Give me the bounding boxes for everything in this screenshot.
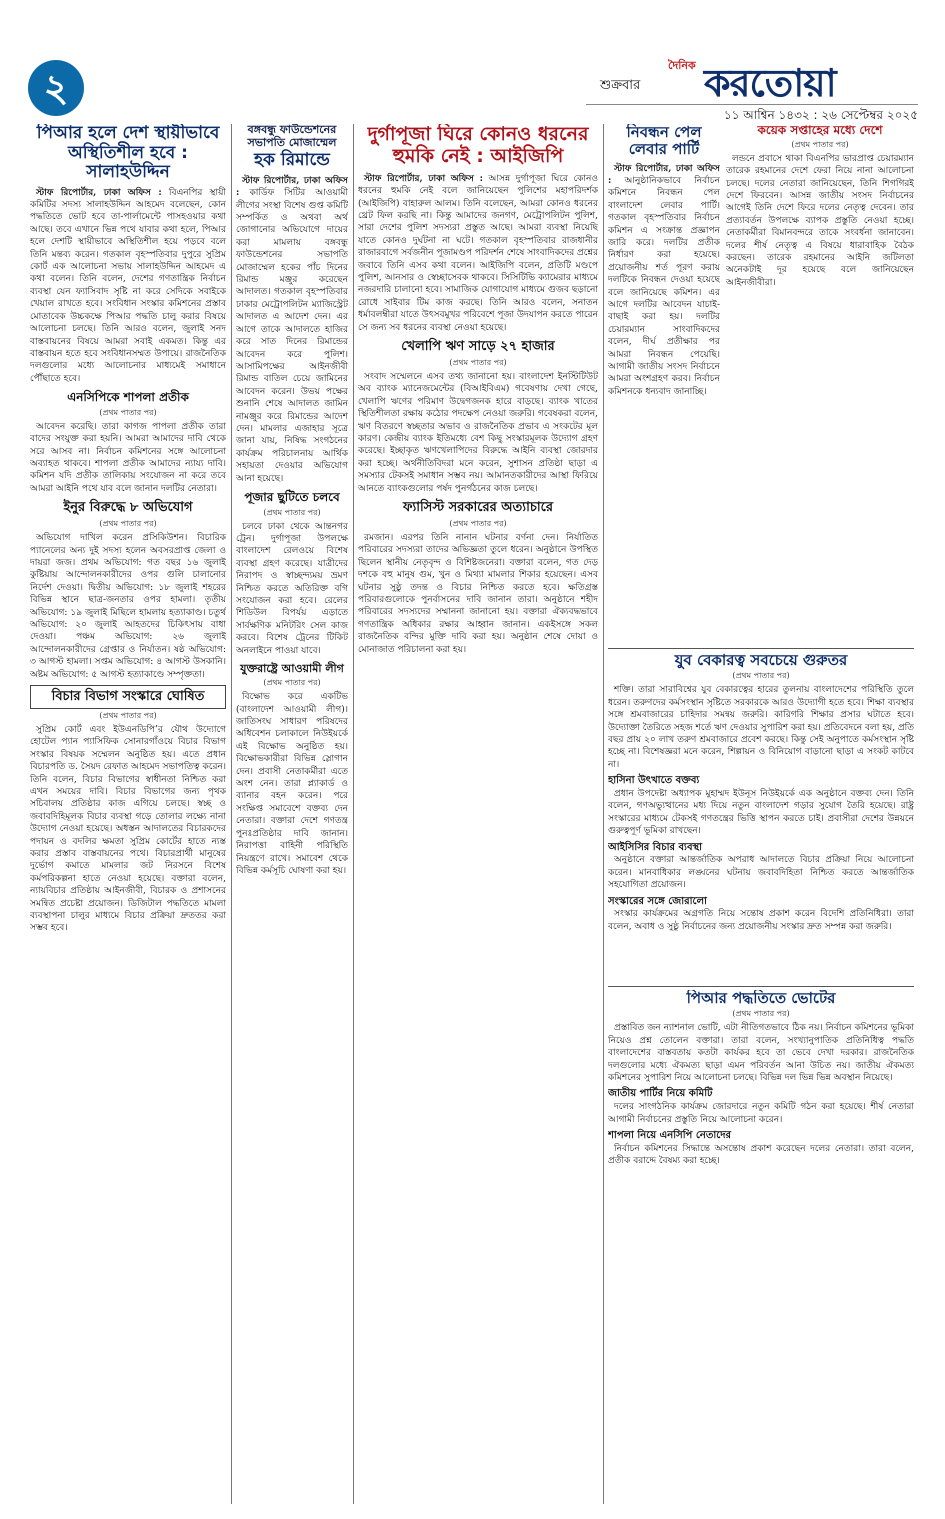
section-divider xyxy=(608,986,914,987)
column-divider xyxy=(353,124,354,1504)
article-body: সুপ্রিম কোর্ট এবং ইউএনডিপি’র যৌথ উদ্যোগে হোটেল প্যান প্যাসিফিক সোনারগাঁওয়ে বিচার বিভাগ সংস্কার বিষয়ক সম্মেলন অনুষ্ঠিত হয়। এতে প্রধান বিচারপতি ড. সৈয়দ রেফাত আহমেদ সভাপতিত্ব করেন। তিনি বলেন, বিচার বিভাগের স্বাধীনতা নিশ্চিত করা এখন সময়ের দাবি। বিচার বিভাগের জন্য পৃথক সচিবালয় প্রতিষ্ঠার কাজ এগিয়ে চলছে। স্বচ্ছ ও জবাবদিহিমূলক বিচার ব্যবস্থা গড়ে তোলার লক্ষ্যে নানা উদ্যোগ নেওয়া হয়েছে। অধস্তন আদালতের বিচারকদের পদায়ন ও বদলির ক্ষমতা সুপ্রিম কোর্টের হাতে ন্যস্ত করার প্রস্তাব বাস্তবায়নের পথে। বিচারপ্রার্থী মানুষের দুর্ভোগ কমাতে মামলার জট নিরসনে বিশেষ কর্মপরিকল্পনা হাতে নেওয়া হয়েছে। বক্তারা বলেন, ন্যায়বিচার প্রতিষ্ঠায় আইনজীবী, বিচারক ও প্রশাসনের সমন্বিত প্রচেষ্টা প্রয়োজন। ডিজিটাল পদ্ধতিতে মামলা ব্যবস্থাপনা চালুর মাধ্যমে বিচার প্রক্রিয়া দ্রুততর করা সম্ভব হবে। xyxy=(30,724,226,934)
byline: স্টাফ রিপোর্টার, ঢাকা অফিস : xyxy=(36,187,162,198)
story-tarique-return xyxy=(726,124,914,644)
logo-small-text: দৈনিক xyxy=(668,59,696,72)
column-divider xyxy=(231,124,232,1504)
story-youth-unemployment xyxy=(608,652,914,982)
subhead-inu-charges: ইনুর বিরুদ্ধে ৮ অভিযোগ xyxy=(63,500,193,516)
story-pr-vote xyxy=(608,990,914,1504)
page-number: ২ xyxy=(43,66,69,110)
continued-label: (প্রথম পাতার পর) xyxy=(732,1009,790,1019)
article-body: প্রধান উপদেষ্টা অধ্যাপক মুহাম্মদ ইউনূস নিউইয়র্কে এক অনুষ্ঠানে বক্তব্য দেন। তিনি বলেন, গণঅভ্যুত্থানের মধ্য দিয়ে নতুন বাংলাদেশ গড়ার সুযোগ তৈরি হয়েছে। রাষ্ট্র সংস্কারের মাধ্যমে টেকসই গণতন্ত্রের ভিত্তি স্থাপন করতে চাই। প্রবাসীরা দেশের উন্নয়নে গুরুত্বপূর্ণ ভূমিকা রাখছেন। xyxy=(608,788,914,837)
article-body: অনুষ্ঠানে বক্তারা আন্তর্জাতিক অপরাধ আদালতে বিচার প্রক্রিয়া নিয়ে আলোচনা করেন। মানবাধিকার লঙ্ঘনের ঘটনায় জবাবদিহিতা নিশ্চিত করতে আন্তর্জাতিক সহযোগিতা প্রয়োজন। xyxy=(608,855,914,891)
article-body: চলবে ঢাকা থেকে আন্তনগর ট্রেন। দুর্গাপূজা উপলক্ষে বাংলাদেশ রেলওয়ে বিশেষ ব্যবস্থা গ্রহণ করেছে। যাত্রীদের নিরাপদ ও স্বাচ্ছন্দ্যময় ভ্রমণ নিশ্চিত করতে অতিরিক্ত বগি সংযোজন করা হবে। রেলের শিডিউল বিপর্যয় এড়াতে সার্বক্ষণিক মনিটরিং সেল কাজ করবে। বিশেষ ট্রেনের টিকিট অনলাইনে পাওয়া যাবে। xyxy=(236,521,348,656)
story-igp-puja xyxy=(358,124,598,1504)
article-body: আনুষ্ঠানিকভাবে নির্বাচন কমিশনে নিবন্ধন পেল বাংলাদেশ লেবার পার্টি। গতকাল বৃহস্পতিবার নির্বাচন কমিশন এ সংক্রান্ত প্রজ্ঞাপন জারি করে। দলটির প্রতীক নির্ধারণ করা হয়েছে। প্রয়োজনীয় শর্ত পূরণ করায় দলটিকে নিবন্ধন দেওয়া হয়েছে বলে জানিয়েছে কমিশন। এর আগে দলটির আবেদন যাচাই-বাছাই করা হয়। দলটির চেয়ারম্যান সাংবাদিকদের বলেন, দীর্ঘ প্রতীক্ষার পর আমরা নিবন্ধন পেয়েছি। আগামী জাতীয় সংসদ নির্বাচনে আমরা অংশগ্রহণ করব। নির্বাচন কমিশনকে ধন্যবাদ জানাচ্ছি। xyxy=(608,175,720,397)
article-body: সংস্কার কার্যক্রমের অগ্রগতি নিয়ে সন্তোষ প্রকাশ করেন বিদেশি প্রতিনিধিরা। তারা বলেন, অবাধ ও সুষ্ঠু নির্বাচনের জন্য প্রয়োজনীয় সংস্কার দ্রুত সম্পন্ন করা জরুরি। xyxy=(608,909,914,932)
headline-top-mozammel: বঙ্গবন্ধু ফাউন্ডেশনের সভাপতি মোজাম্মেল xyxy=(247,124,337,149)
byline: স্টাফ রিপোর্টার, ঢাকা অফিস : xyxy=(236,175,348,199)
subhead-ncp-shapla: এনসিপিকে শাপলা প্রতীক xyxy=(67,390,189,405)
article-body: বিএনপির স্থায়ী কমিটির সদস্য সালাহউদ্দিন আহমেদ বলেছেন, কোন পদ্ধতিতে ভোট হবে তা-পার্লামেন্টে পাসহওয়ার কথা আছে। তবে এখানে ভিন্ন পথে যাবার কথা হলে, পিআর হলে দেশটি স্থায়ীভাবে অস্থিতিশীল হয়ে পড়বে বলে তিনি মন্তব্য করেন। গতকাল বৃহস্পতিবার দুপুরে সুপ্রিম কোর্ট এক আলোচনা সভায় সালাহউদ্দিন আহমেদ এ কথা বলেন। তিনি বলেন, দেশের গণতান্ত্রিক নির্বাচন ব্যবস্থা যেন ফ্যাসিবাদ সৃষ্টি না করে সেদিকে সবাইকে খেয়াল রাখতে হবে। সংবিধান সংস্কার কমিশনের প্রস্তাব মোতাবেক উচ্চকক্ষে পিআর পদ্ধতি চালু করার বিষয়ে আলোচনা চলছে। তিনি আরও বলেন, জুলাই সনদ বাস্তবায়নের বিষয়ে আমরা সবাই একমত। কিন্তু এর বাস্তবায়ন হতে হবে সংবিধানসম্মত উপায়ে। রাজনৈতিক দলগুলোর মধ্যে আলোচনার মাধ্যমেই সমাধানে পৌঁছাতে হবে। xyxy=(30,187,226,384)
article-body: প্রস্তাবিত জন ন্যাশনাল ভোটি, এটা নীতিগতভাবে ঠিক নয়। নির্বাচন কমিশনের ভূমিকা নিয়েও প্রশ্ন তোলেন বক্তারা। তারা বলেন, সংখ্যানুপাতিক প্রতিনিধিত্ব পদ্ধতি বাংলাদেশের বাস্তবতায় কতটা কার্যকর হবে তা ভেবে দেখা দরকার। রাজনৈতিক দলগুলোর মধ্যে ঐকমত্য ছাড়া এমন পরিবর্তন আনা উচিত নয়। জাতীয় ঐকমত্য কমিশনের সুপারিশ নিয়ে আলোচনা চলছে। বিভিন্ন দল ভিন্ন ভিন্ন অবস্থান নিয়েছে। xyxy=(608,1023,914,1083)
continued-label: (প্রথম পাতার পর) xyxy=(791,139,849,149)
subhead-fascist-oppression: ফ্যাসিস্ট সরকারের অত্যাচারে xyxy=(402,500,554,515)
continued-label: (প্রথম পাতার পর) xyxy=(449,518,507,528)
headline-pr-vote: পিআর পদ্ধতিতে ভোটের xyxy=(686,990,836,1007)
headline-labour-party: নিবন্ধন পেল লেবার পার্টি xyxy=(626,124,702,159)
story-salahuddin xyxy=(30,124,226,1504)
continued-label: (প্রথম পাতার পর) xyxy=(732,671,790,681)
article-body: অভিযোগ দাখিল করেন প্রসিকিউশন। বিচারিক প্যানেলের অন্য দুই সদস্য হলেন অবসরপ্রাপ্ত জেলা ও দায়রা জজ। প্রথম অভিযোগ: গত বছর ১৬ জুলাই কুষ্টিয়ায় আন্দোলনকারীদের ওপর গুলি চালানোর নির্দেশ দেওয়া। দ্বিতীয় অভিযোগ: ১৮ জুলাই শহরের বিভিন্ন স্থানে ছাত্র-জনতার ওপর হামলা। তৃতীয় অভিযোগ: ১৯ জুলাই মিছিলে হামলায় হত্যাকাণ্ড। চতুর্থ অভিযোগ: ২০ জুলাই আহতদের চিকিৎসায় বাধা দেওয়া। পঞ্চম অভিযোগ: ২৬ জুলাই আন্দোলনকারীদের গ্রেপ্তার ও নির্যাতন। ষষ্ঠ অভিযোগ: ৩ আগস্ট হামলা। সপ্তম অভিযোগ: ৪ আগস্ট উসকানি। অষ্টম অভিযোগ: ৫ আগস্ট হত্যাকাণ্ডে সম্পৃক্ততা। xyxy=(30,533,226,680)
headline-youth-unemployment: যুব বেকারত্ব সবচেয়ে গুরুতর xyxy=(674,652,848,669)
subhead: হাসিনা উৎখাতে বক্তব্য xyxy=(608,775,700,787)
article-body: সংবাদ সম্মেলনে এসব তথ্য জানানো হয়। বাংলাদেশ ইনস্টিটিউট অব ব্যাংক ম্যানেজমেন্টের (বিআইবিএম) গবেষণায় দেখা গেছে, খেলাপি ঋণের পরিমাণ উদ্বেগজনক হারে বাড়ছে। ব্যাংক খাতের স্থিতিশীলতা রক্ষায় কঠোর পদক্ষেপ নেওয়া জরুরি। গবেষকরা বলেন, ঋণ বিতরণে স্বচ্ছতার অভাব ও রাজনৈতিক প্রভাব এ সংকটের মূল কারণ। কেন্দ্রীয় ব্যাংক ইতিমধ্যে বেশ কিছু সংস্কারমূলক উদ্যোগ গ্রহণ করেছে। ইচ্ছাকৃত ঋণখেলাপিদের বিরুদ্ধে আইনি ব্যবস্থা জোরদার করা হচ্ছে। অর্থনীতিবিদরা মনে করেন, সুশাসন প্রতিষ্ঠা ছাড়া এ সমস্যার টেকসই সমাধান সম্ভব নয়। আমানতকারীদের আস্থা ফিরিয়ে আনতে ব্যাংকগুলোর পর্ষদ পুনর্গঠনের কাজ চলছে। xyxy=(358,371,598,494)
story-labour-party xyxy=(608,124,720,644)
continued-label: (প্রথম পাতার পর) xyxy=(99,407,157,417)
dateline: ১১ আশ্বিন ১৪৩২ : ২৬ সেপ্টেম্বর ২০২৫ xyxy=(586,104,918,127)
subhead: শাপলা নিয়ে এনসিপি নেতাদের xyxy=(608,1129,732,1141)
continued-label: (প্রথম পাতার পর) xyxy=(263,507,321,517)
article-body: দলের সাংগঠনিক কার্যক্রম জোরদারে নতুন কমিটি গঠন করা হয়েছে। শীর্ষ নেতারা আগামী নির্বাচনের প্রস্তুতি নিয়ে আলোচনা করেন। xyxy=(608,1102,914,1125)
article-body: লন্ডনে প্রবাসে থাকা বিএনপির ভারপ্রাপ্ত চেয়ারম্যান তারেক রহমানের দেশে ফেরা নিয়ে নানা আলোচনা চলছে। দলের নেতারা জানিয়েছেন, তিনি শিগগিরই দেশে ফিরবেন। আসন্ন জাতীয় সংসদ নির্বাচনের আগেই তিনি দেশে ফিরে দলের নেতৃত্ব দেবেন। তার প্রত্যাবর্তন উপলক্ষে ব্যাপক প্রস্তুতি নেওয়া হচ্ছে। নেতাকর্মীরা বিমানবন্দরে তাকে সংবর্ধনা জানাবেন। দলের শীর্ষ নেতৃত্ব এ বিষয়ে ধারাবাহিক বৈঠক করছেন। তারেক রহমানের আইনি জটিলতা অনেকটাই দূর হয়েছে বলে জানিয়েছেন আইনজীবীরা। xyxy=(726,153,914,288)
headline-mozammel: হক রিমান্ডে xyxy=(254,150,330,171)
headline-igp: দুর্গাপূজা ঘিরে কোনও ধরনের হুমকি নেই : আইজিপি xyxy=(367,124,589,167)
headline-salahuddin: পিআর হলে দেশ স্থায়ীভাবে অস্থিতিশীল হবে : সালাহউদ্দিন xyxy=(36,124,220,183)
subhead-puja-holiday: পূজার ছুটিতে চলবে xyxy=(244,489,340,504)
section-divider xyxy=(608,648,914,649)
subhead-default-loan: খেলাপি ঋণ সাড়ে ২৭ হাজার xyxy=(401,338,555,354)
article-body: কার্ডিফ সিটির আওয়ামী লীগের সংস্থা বিশেষ গুপ্ত কমিটি সম্পর্কিত ও অথবা অর্থ জোগানোর অভিযোগে দায়ের করা মামলায় বঙ্গবন্ধু ফাউন্ডেশনের সভাপতি মোজাম্মেল হকের পাঁচ দিনের রিমান্ড মঞ্জুর করেছেন আদালত। গতকাল বৃহস্পতিবার ঢাকার মেট্রোপলিটন ম্যাজিস্ট্রেট আদালত এ আদেশ দেন। এর আগে তাকে আদালতে হাজির করে সাত দিনের রিমান্ডের আবেদন করে পুলিশ। আসামিপক্ষের আইনজীবী রিমান্ড বাতিল চেয়ে জামিনের আবেদন করেন। উভয় পক্ষের শুনানি শেষে আদালত জামিন নামঞ্জুর করে রিমান্ডের আদেশ দেন। মামলার এজাহার সূত্রে জানা যায়, নিষিদ্ধ সংগঠনের কার্যক্রম পরিচালনায় আর্থিক সহায়তা দেওয়ার অভিযোগ আনা হয়েছে। xyxy=(236,188,348,484)
subhead-us-awami-league: যুক্তরাষ্ট্রে আওয়ামী লীগ xyxy=(240,662,344,676)
article-body: আবেদন করেছি। তারা কাগজ পাপলা প্রতীক তারা বাদের সংযুক্ত করা হয়নি। আমরা আমাদের দাবি থেকে সরে আসব না। নির্বাচন কমিশনের সঙ্গে আলোচনা অব্যাহত থাকবে। শাপলা প্রতীক আমাদের ন্যায্য দাবি। কমিশন যদি প্রতীক তালিকায় সংযোজন না করে তবে আমরা আইনি পথে যাব বলে জানান দলটির নেতারা। xyxy=(30,421,226,494)
article-body: শক্তি। তারা সারাবিশ্বের যুব বেকারত্বের হারের তুলনায় বাংলাদেশের পরিস্থিতি তুলে ধরেন। তরুণদের কর্মসংস্থান সৃষ্টিতে সরকারকে আরও উদ্যোগী হতে হবে। শিক্ষা ব্যবস্থার সঙ্গে শ্রমবাজারের চাহিদার সমন্বয় জরুরি। কারিগরি শিক্ষার প্রসার ঘটাতে হবে। উদ্যোক্তা তৈরিতে সহজ শর্তে ঋণ দেওয়ার সুপারিশ করা হয়। প্রতিবেদনে বলা হয়, প্রতি বছর প্রায় ২০ লাখ তরুণ শ্রমবাজারে প্রবেশ করছে। কিন্তু সেই অনুপাতে কর্মসংস্থান সৃষ্টি হচ্ছে না। বিশেষজ্ঞরা মনে করেন, শিল্পায়ন ও বিনিয়োগ বাড়ানো ছাড়া এ সংকট কাটবে না। xyxy=(608,685,914,770)
continued-label: (প্রথম পাতার পর) xyxy=(263,678,321,688)
day-label: শুক্রবার xyxy=(600,78,641,93)
subhead: জাতীয় পার্টির নিয়ে কমিটি xyxy=(608,1088,713,1100)
article-body: বিক্ষোভ করে একটিভ (বাংলাদেশ আওয়ামী লীগ)। জাতিসংঘ সাধারণ পরিষদের অধিবেশন চলাকালে নিউইয়র্কে এই বিক্ষোভ অনুষ্ঠিত হয়। বিক্ষোভকারীরা বিভিন্ন স্লোগান দেন। প্রবাসী নেতাকর্মীরা এতে অংশ নেন। তারা প্ল্যাকার্ড ও ব্যানার বহন করেন। পরে সংক্ষিপ্ত সমাবেশে বক্তব্য দেন নেতারা। বক্তারা দেশে গণতন্ত্র পুনঃপ্রতিষ্ঠার দাবি জানান। নিরাপত্তা বাহিনী পরিস্থিতি নিয়ন্ত্রণে রাখে। সমাবেশ থেকে বিভিন্ন কর্মসূচি ঘোষণা করা হয়। xyxy=(236,692,348,876)
newspaper-logo xyxy=(668,58,916,105)
continued-label: (প্রথম পাতার পর) xyxy=(99,710,157,720)
continued-label: (প্রথম পাতার পর) xyxy=(99,519,157,529)
continued-label: (প্রথম পাতার পর) xyxy=(449,357,507,367)
subhead-judiciary-reform: বিচার বিভাগ সংস্কারে ঘোষিত xyxy=(30,685,226,709)
masthead xyxy=(0,0,945,120)
page-number-badge xyxy=(28,60,84,116)
byline: স্টাফ রিপোর্টার, ঢাকা অফিস : xyxy=(608,163,720,186)
column-divider xyxy=(603,124,604,1504)
byline: স্টাফ রিপোর্টার, ঢাকা অফিস : xyxy=(364,173,483,184)
logo-name: করতোয়া xyxy=(704,61,836,105)
subhead: আইসিসির বিচার ব্যবস্থা xyxy=(608,841,703,853)
article-body: আসন্ন দুর্গাপূজা ঘিরে কোনও ধরনের হুমকি নেই বলে জানিয়েছেন পুলিশের মহাপরিদর্শক (আইজিপি) বাহারুল আলম। তিনি বলেছেন, আমরা কোনও ধরনের থ্রেট ফিল করছি না। কিন্তু আমাদের জনগণ, মেট্রোপলিটন পুলিশ, সারা দেশের পুলিশ সদস্যরা প্রস্তুত আছে। আমরা ব্যবস্থা নিয়েছি যাতে কোনও দুর্ঘটনা না ঘটে। গতকাল বৃহস্পতিবার রাজধানীর রাজারবাগে সর্বজনীন পূজামণ্ডপ পরিদর্শন শেষে সাংবাদিকদের প্রশ্নের জবাবে তিনি এসব কথা বলেন। আইজিপি বলেন, প্রতিটি মণ্ডপে পুলিশ, আনসার ও স্বেচ্ছাসেবক থাকবে। সিসিটিভি ক্যামেরার মাধ্যমে নজরদারি চালানো হবে। সামাজিক যোগাযোগ মাধ্যমে গুজব ছড়ানো রোধে সাইবার টিম কাজ করছে। তিনি আরও বলেন, সনাতন ধর্মাবলম্বীরা যাতে উৎসবমুখর পরিবেশে পূজা উদযাপন করতে পারেন সে জন্য সব ধরনের ব্যবস্থা নেওয়া হয়েছে। xyxy=(358,173,598,333)
article-body: রমজান। এরপর তিনি নানান ঘটনার বর্ণনা দেন। নির্যাতিত পরিবারের সদস্যরা তাদের অভিজ্ঞতা তুলে ধরেন। অনুষ্ঠানে উপস্থিত ছিলেন স্থানীয় নেতৃবৃন্দ ও বিশিষ্টজনেরা। বক্তারা বলেন, গত দেড় দশকে বহু মানুষ গুম, খুন ও মিথ্যা মামলার শিকার হয়েছেন। এসব ঘটনার সুষ্ঠু তদন্ত ও বিচার নিশ্চিত করতে হবে। ক্ষতিগ্রস্ত পরিবারগুলোকে পুনর্বাসনের দাবি জানান তারা। অনুষ্ঠানে শহীদ পরিবারের সদস্যদের সম্মাননা জানানো হয়। বক্তারা ঐক্যবদ্ধভাবে গণতান্ত্রিক অধিকার রক্ষার আহ্বান জানান। একইসঙ্গে সকল রাজনৈতিক বন্দির মুক্তি দাবি করা হয়। অনুষ্ঠান শেষে দোয়া ও মোনাজাত পরিচালনা করা হয়। xyxy=(358,532,598,655)
subhead: সংস্কারের সঙ্গে জোরালো xyxy=(608,895,707,907)
story-mozammel-remand xyxy=(236,124,348,1504)
article-body: নির্বাচন কমিশনের সিদ্ধান্তে অসন্তোষ প্রকাশ করেছেন দলের নেতারা। তারা বলেন, প্রতীক বরাদ্দে বৈষম্য করা হচ্ছে। xyxy=(608,1143,914,1167)
headline-return: কয়েক সপ্তাহের মধ্যে দেশে xyxy=(757,124,883,137)
